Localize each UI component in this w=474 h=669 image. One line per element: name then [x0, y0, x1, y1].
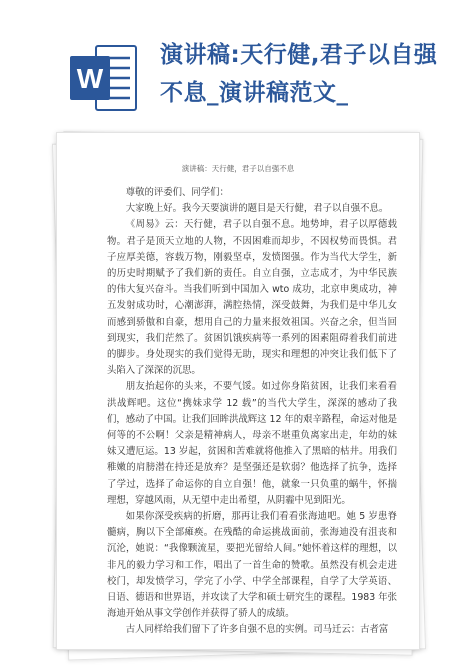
paragraph: 《周易》云：天行健，君子以自强不息。地势坤，君子以厚德载物。君子是顶天立地的人物，不因困难而却步，不因权势而畏惧。君子应厚美德，容载万物，刚毅坚卓，发愤图强。作为当代大学生，新的历史时期赋予了我们新的责任。自立自强，立志成才，为中华民族的伟大复兴奋斗。当我们听到中国加入 wto 成功，北京申奥成功，神五发射成功时，心潮澎湃，满腔热情，深受鼓舞，为我们是中华儿女而感到骄傲和自豪，想用自己的力量来报效祖国。兴奋之余，但当回到现实，我们茫然了。贫困饥饿疾病等一系列的困素阻碍着我们前进的脚步。身处现实的我们觉得无助，现实和理想的冲突让我们低下了头陷入了深深的沉思。 — [107, 219, 397, 377]
document-body — [107, 185, 397, 639]
document-preview — [56, 132, 424, 652]
paragraph: 尊敬的评委们、同学们： — [125, 187, 229, 198]
paragraph: 大家晚上好。我今天要演讲的题目是天行健，君子以自强不息。 — [125, 203, 389, 215]
paragraph: 朋友抬起你的头来，不要气馁。如过你身陷贫困，让我们来看看洪战辉吧。这位“携妹求学 12 载”的当代大学生，深深的感动了我们，感动了中国。让我们回眸洪战辉这 12 年的艰辛路程，命运对他是何等的不公啊！父亲是精神病人，母亲不堪重负离家出走，年幼的妹妹又遭厄运。13 岁起，贫困和苦难就将他推入了黑暗的枯井。用我们稚嫩的肩膀潜在持还是放弃？是坚强还是软弱？他选择了抗争，选择了学过，选择了命运你的自立自强！他，就象一只负重的蜗牛，怀揣理想，穿越风雨，从无望中走出希望，从阴霾中见到阳光。 — [107, 381, 397, 506]
paper-sheet — [56, 132, 420, 650]
word-document-icon — [68, 42, 138, 114]
svg-text:W: W — [76, 63, 104, 94]
paragraph: 如果你深受疾病的折磨，那再让我们看看张海迪吧。她 5 岁患脊髓病，胸以下全部瘫痪。在残酷的命运挑战面前，张海迪没有沮丧和沉沦，她说：“我像颗流星，要把光留给人间。”她怀着这样的理想，以非凡的毅力学习和工作，唱出了一首生命的赞歌。虽然没有机会走进校门，却发愤学习，学完了小学、中学全部课程，自学了大学英语、日语、德语和世界语，并攻读了大学和硕士研究生的课程。1983 年张海迪开始从事文学创作并获得了骄人的成绩。 — [107, 511, 397, 620]
running-header: 演讲稿：天行健，君子以自强不息 — [181, 164, 295, 173]
page-title: 演讲稿:天行健,君子以自强 不息_演讲稿范文_ — [160, 42, 438, 106]
paragraph: 古人同样给我们留下了许多自强不息的实例。司马迁云：古者富 — [125, 624, 389, 636]
